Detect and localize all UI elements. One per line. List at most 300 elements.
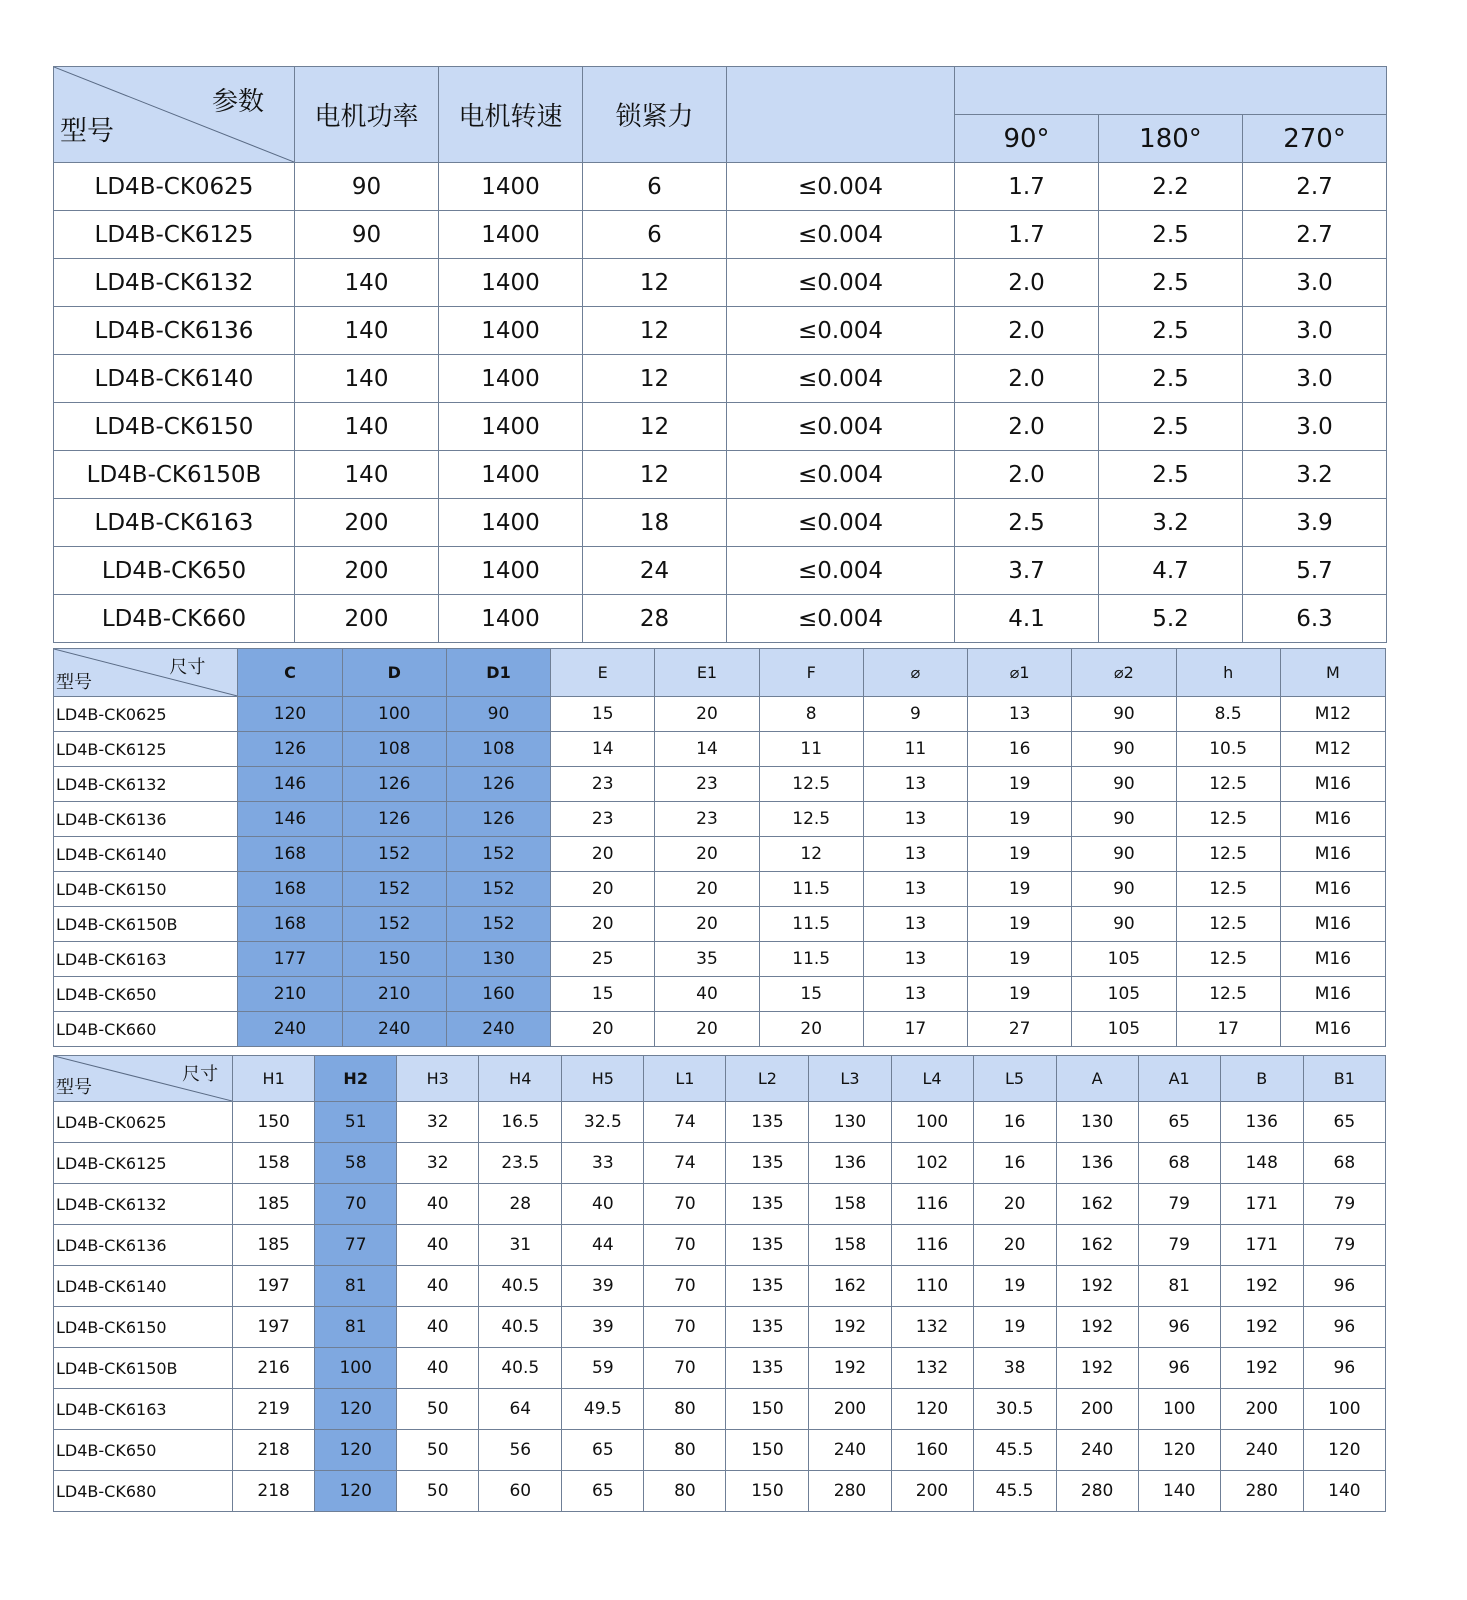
value-cell: 200: [295, 547, 439, 595]
value-cell: 70: [644, 1184, 726, 1225]
value-cell: 12.5: [759, 802, 863, 837]
column-header: A: [1056, 1056, 1138, 1102]
value-cell: 140: [295, 307, 439, 355]
value-cell: 168: [238, 837, 342, 872]
column-header: L3: [809, 1056, 891, 1102]
table2-body: [54, 697, 1386, 1047]
table-row: [54, 697, 1386, 732]
value-cell: 192: [1220, 1266, 1303, 1307]
value-cell: 130: [809, 1102, 891, 1143]
value-cell: M12: [1280, 732, 1385, 767]
value-cell: 40.5: [479, 1266, 562, 1307]
value-cell: 23: [551, 767, 655, 802]
value-cell: 68: [1138, 1143, 1220, 1184]
value-cell: 148: [1220, 1143, 1303, 1184]
value-cell: 12: [583, 259, 727, 307]
model-cell: LD4B-CK6136: [54, 802, 238, 837]
value-cell: M16: [1280, 767, 1385, 802]
value-cell: ≤0.004: [727, 595, 955, 643]
value-cell: ≤0.004: [727, 355, 955, 403]
value-cell: 140: [295, 451, 439, 499]
value-cell: 135: [726, 1225, 809, 1266]
value-cell: 80: [644, 1389, 726, 1430]
corner-header: [54, 1056, 233, 1102]
value-cell: 2.0: [955, 451, 1099, 499]
value-cell: 1400: [439, 451, 583, 499]
table-row: [54, 872, 1386, 907]
value-cell: 100: [1303, 1389, 1385, 1430]
value-cell: M16: [1280, 837, 1385, 872]
model-cell: LD4B-CK6132: [54, 259, 295, 307]
value-cell: 60: [479, 1471, 562, 1512]
value-cell: 14: [551, 732, 655, 767]
value-cell: 120: [238, 697, 342, 732]
value-cell: 158: [809, 1225, 891, 1266]
model-cell: LD4B-CK650: [54, 977, 238, 1012]
value-cell: 40: [397, 1266, 479, 1307]
value-cell: 192: [1220, 1307, 1303, 1348]
value-cell: 51: [315, 1102, 397, 1143]
header-180-deg: 180°: [1099, 115, 1243, 163]
model-cell: LD4B-CK6150: [54, 403, 295, 451]
value-cell: 15: [551, 697, 655, 732]
value-cell: 20: [551, 872, 655, 907]
value-cell: 160: [891, 1430, 973, 1471]
value-cell: 2.5: [1099, 307, 1243, 355]
value-cell: 2.7: [1243, 163, 1387, 211]
value-cell: 13: [863, 837, 967, 872]
value-cell: 12: [583, 403, 727, 451]
table-row: [54, 1225, 1386, 1266]
value-cell: 20: [973, 1184, 1056, 1225]
value-cell: 2.2: [1099, 163, 1243, 211]
table-row: [54, 307, 1387, 355]
model-cell: LD4B-CK6163: [54, 499, 295, 547]
value-cell: 162: [1056, 1225, 1138, 1266]
corner-header: [54, 649, 238, 697]
value-cell: 2.5: [1099, 403, 1243, 451]
value-cell: 108: [342, 732, 446, 767]
value-cell: 105: [1072, 942, 1176, 977]
value-cell: 25: [551, 942, 655, 977]
corner-header: [54, 67, 295, 163]
column-header: ⌀2: [1072, 649, 1176, 697]
value-cell: 79: [1303, 1184, 1385, 1225]
value-cell: 12: [759, 837, 863, 872]
spec-table-dimensions-a: [53, 648, 1386, 1047]
value-cell: 2.5: [1099, 211, 1243, 259]
value-cell: 90: [295, 163, 439, 211]
value-cell: 12.5: [1176, 872, 1280, 907]
value-cell: 28: [583, 595, 727, 643]
table-row: [54, 767, 1386, 802]
value-cell: 135: [726, 1143, 809, 1184]
value-cell: 132: [891, 1307, 973, 1348]
value-cell: 4.7: [1099, 547, 1243, 595]
value-cell: 40: [655, 977, 759, 1012]
value-cell: 40: [397, 1225, 479, 1266]
value-cell: ≤0.004: [727, 451, 955, 499]
value-cell: 9: [863, 697, 967, 732]
value-cell: 15: [759, 977, 863, 1012]
value-cell: 126: [446, 802, 550, 837]
model-cell: LD4B-CK6125: [54, 1143, 233, 1184]
column-header: h: [1176, 649, 1280, 697]
table-row: [54, 259, 1387, 307]
value-cell: 3.2: [1099, 499, 1243, 547]
table-row: [54, 1307, 1386, 1348]
model-cell: LD4B-CK6136: [54, 1225, 233, 1266]
value-cell: 56: [479, 1430, 562, 1471]
value-cell: 3.0: [1243, 355, 1387, 403]
value-cell: 102: [891, 1143, 973, 1184]
value-cell: 200: [295, 595, 439, 643]
value-cell: 126: [342, 767, 446, 802]
value-cell: 3.0: [1243, 307, 1387, 355]
value-cell: 136: [1056, 1143, 1138, 1184]
value-cell: 171: [1220, 1184, 1303, 1225]
value-cell: M16: [1280, 872, 1385, 907]
value-cell: 218: [233, 1471, 315, 1512]
value-cell: 40: [397, 1307, 479, 1348]
value-cell: 200: [295, 499, 439, 547]
value-cell: 150: [342, 942, 446, 977]
value-cell: 105: [1072, 977, 1176, 1012]
value-cell: 135: [726, 1102, 809, 1143]
value-cell: 158: [233, 1143, 315, 1184]
column-header: H1: [233, 1056, 315, 1102]
value-cell: 162: [809, 1266, 891, 1307]
table-row: [54, 1143, 1386, 1184]
value-cell: 90: [1072, 837, 1176, 872]
value-cell: 200: [1220, 1389, 1303, 1430]
value-cell: 12.5: [1176, 802, 1280, 837]
value-cell: 192: [809, 1307, 891, 1348]
value-cell: 11: [863, 732, 967, 767]
model-cell: LD4B-CK660: [54, 595, 295, 643]
value-cell: 168: [238, 907, 342, 942]
value-cell: 79: [1303, 1225, 1385, 1266]
model-cell: LD4B-CK6140: [54, 837, 238, 872]
table-row: [54, 732, 1386, 767]
corner-label-model: 型号: [56, 672, 92, 693]
value-cell: M16: [1280, 802, 1385, 837]
value-cell: 50: [397, 1471, 479, 1512]
value-cell: 13: [863, 802, 967, 837]
value-cell: 14: [655, 732, 759, 767]
value-cell: 5.7: [1243, 547, 1387, 595]
value-cell: 3.0: [1243, 259, 1387, 307]
column-header: D1: [446, 649, 550, 697]
value-cell: 197: [233, 1307, 315, 1348]
value-cell: 12.5: [1176, 942, 1280, 977]
value-cell: 77: [315, 1225, 397, 1266]
model-cell: LD4B-CK6132: [54, 1184, 233, 1225]
value-cell: 32.5: [562, 1102, 644, 1143]
value-cell: 90: [1072, 802, 1176, 837]
value-cell: 5.2: [1099, 595, 1243, 643]
value-cell: 32: [397, 1102, 479, 1143]
value-cell: 59: [562, 1348, 644, 1389]
value-cell: 16.5: [479, 1102, 562, 1143]
value-cell: 3.2: [1243, 451, 1387, 499]
value-cell: 152: [446, 907, 550, 942]
value-cell: 2.0: [955, 355, 1099, 403]
value-cell: 40: [397, 1348, 479, 1389]
table-row: [54, 355, 1387, 403]
value-cell: 2.5: [1099, 451, 1243, 499]
value-cell: 15: [551, 977, 655, 1012]
value-cell: 2.5: [955, 499, 1099, 547]
column-header: L1: [644, 1056, 726, 1102]
column-header: B: [1220, 1056, 1303, 1102]
column-header: H2: [315, 1056, 397, 1102]
value-cell: 70: [644, 1266, 726, 1307]
value-cell: 19: [968, 942, 1072, 977]
value-cell: 12.5: [1176, 977, 1280, 1012]
value-cell: 70: [644, 1348, 726, 1389]
model-cell: LD4B-CK680: [54, 1471, 233, 1512]
value-cell: 185: [233, 1225, 315, 1266]
value-cell: 6: [583, 163, 727, 211]
value-cell: 20: [551, 907, 655, 942]
value-cell: 2.5: [1099, 355, 1243, 403]
value-cell: 150: [726, 1430, 809, 1471]
model-cell: LD4B-CK6150: [54, 872, 238, 907]
column-header: H3: [397, 1056, 479, 1102]
value-cell: 24: [583, 547, 727, 595]
header-motor-power: 电机功率: [295, 67, 439, 163]
value-cell: 19: [968, 872, 1072, 907]
value-cell: ≤0.004: [727, 403, 955, 451]
value-cell: 80: [644, 1471, 726, 1512]
value-cell: 146: [238, 802, 342, 837]
value-cell: 50: [397, 1389, 479, 1430]
value-cell: 158: [809, 1184, 891, 1225]
value-cell: 90: [1072, 872, 1176, 907]
value-cell: 68: [1303, 1143, 1385, 1184]
value-cell: ≤0.004: [727, 163, 955, 211]
value-cell: 160: [446, 977, 550, 1012]
value-cell: 65: [562, 1471, 644, 1512]
corner-label-model: 型号: [56, 1077, 92, 1098]
value-cell: 96: [1303, 1307, 1385, 1348]
value-cell: 2.7: [1243, 211, 1387, 259]
value-cell: 2.0: [955, 307, 1099, 355]
value-cell: 152: [342, 907, 446, 942]
value-cell: 19: [968, 837, 1072, 872]
value-cell: 23.5: [479, 1143, 562, 1184]
value-cell: 17: [1176, 1012, 1280, 1047]
column-header: E1: [655, 649, 759, 697]
value-cell: 100: [891, 1102, 973, 1143]
value-cell: 192: [809, 1348, 891, 1389]
model-cell: LD4B-CK6125: [54, 732, 238, 767]
value-cell: 23: [551, 802, 655, 837]
value-cell: 1400: [439, 547, 583, 595]
value-cell: 79: [1138, 1225, 1220, 1266]
column-header: E: [551, 649, 655, 697]
value-cell: 11: [759, 732, 863, 767]
value-cell: 240: [238, 1012, 342, 1047]
column-header: M: [1280, 649, 1385, 697]
value-cell: 136: [809, 1143, 891, 1184]
value-cell: ≤0.004: [727, 547, 955, 595]
value-cell: 218: [233, 1430, 315, 1471]
value-cell: 3.0: [1243, 403, 1387, 451]
value-cell: 81: [315, 1266, 397, 1307]
value-cell: 20: [759, 1012, 863, 1047]
value-cell: 90: [295, 211, 439, 259]
value-cell: 197: [233, 1266, 315, 1307]
column-header: ⌀: [863, 649, 967, 697]
table-row: [54, 1389, 1386, 1430]
value-cell: 35: [655, 942, 759, 977]
value-cell: 1400: [439, 163, 583, 211]
column-header: C: [238, 649, 342, 697]
value-cell: 20: [551, 1012, 655, 1047]
value-cell: 210: [238, 977, 342, 1012]
value-cell: 20: [655, 837, 759, 872]
value-cell: 19: [968, 802, 1072, 837]
column-header: B1: [1303, 1056, 1385, 1102]
value-cell: 1400: [439, 499, 583, 547]
value-cell: 20: [655, 907, 759, 942]
column-header: L4: [891, 1056, 973, 1102]
value-cell: 240: [342, 1012, 446, 1047]
value-cell: 1400: [439, 259, 583, 307]
value-cell: 16: [968, 732, 1072, 767]
value-cell: 200: [1056, 1389, 1138, 1430]
table-row: [54, 451, 1387, 499]
value-cell: 50: [397, 1430, 479, 1471]
value-cell: 171: [1220, 1225, 1303, 1266]
value-cell: 152: [446, 872, 550, 907]
value-cell: 162: [1056, 1184, 1138, 1225]
value-cell: 126: [342, 802, 446, 837]
value-cell: 140: [1303, 1471, 1385, 1512]
value-cell: 185: [233, 1184, 315, 1225]
value-cell: 70: [644, 1225, 726, 1266]
table3-body: [54, 1102, 1386, 1512]
value-cell: 31: [479, 1225, 562, 1266]
header-precision: [727, 67, 955, 163]
model-cell: LD4B-CK0625: [54, 697, 238, 732]
value-cell: 80: [644, 1430, 726, 1471]
value-cell: 58: [315, 1143, 397, 1184]
value-cell: 240: [1220, 1430, 1303, 1471]
value-cell: 1.7: [955, 211, 1099, 259]
value-cell: 110: [891, 1266, 973, 1307]
value-cell: 140: [295, 355, 439, 403]
value-cell: 28: [479, 1184, 562, 1225]
value-cell: 40: [397, 1184, 479, 1225]
value-cell: 74: [644, 1102, 726, 1143]
value-cell: 20: [655, 1012, 759, 1047]
value-cell: 120: [891, 1389, 973, 1430]
value-cell: 177: [238, 942, 342, 977]
value-cell: 20: [655, 697, 759, 732]
model-cell: LD4B-CK6163: [54, 942, 238, 977]
value-cell: 65: [1138, 1102, 1220, 1143]
value-cell: 8: [759, 697, 863, 732]
value-cell: 150: [726, 1389, 809, 1430]
corner-label-size: 尺寸: [182, 1064, 219, 1085]
value-cell: 2.0: [955, 403, 1099, 451]
value-cell: 192: [1056, 1348, 1138, 1389]
value-cell: 132: [891, 1348, 973, 1389]
model-cell: LD4B-CK6150B: [54, 451, 295, 499]
value-cell: 240: [809, 1430, 891, 1471]
value-cell: 2.5: [1099, 259, 1243, 307]
model-cell: LD4B-CK650: [54, 1430, 233, 1471]
spec-table-performance: [53, 66, 1387, 643]
table-row: [54, 1471, 1386, 1512]
value-cell: 90: [446, 697, 550, 732]
value-cell: 96: [1303, 1348, 1385, 1389]
value-cell: 152: [342, 837, 446, 872]
value-cell: 65: [562, 1430, 644, 1471]
value-cell: ≤0.004: [727, 499, 955, 547]
value-cell: 23: [655, 767, 759, 802]
value-cell: 135: [726, 1184, 809, 1225]
value-cell: 13: [863, 907, 967, 942]
value-cell: 192: [1056, 1307, 1138, 1348]
value-cell: 12.5: [1176, 837, 1280, 872]
value-cell: 19: [968, 907, 1072, 942]
value-cell: 12.5: [1176, 907, 1280, 942]
table-row: [54, 1266, 1386, 1307]
value-cell: 216: [233, 1348, 315, 1389]
model-cell: LD4B-CK0625: [54, 1102, 233, 1143]
corner-label-size: 尺寸: [169, 657, 206, 678]
corner-label-params: 参数: [211, 87, 264, 117]
value-cell: 44: [562, 1225, 644, 1266]
table-row: [54, 977, 1386, 1012]
header-motor-speed: 电机转速: [439, 67, 583, 163]
model-cell: LD4B-CK6125: [54, 211, 295, 259]
value-cell: 136: [1220, 1102, 1303, 1143]
value-cell: 150: [726, 1471, 809, 1512]
value-cell: 120: [1138, 1430, 1220, 1471]
header-clamping-force: 锁紧力: [583, 67, 727, 163]
value-cell: 17: [863, 1012, 967, 1047]
value-cell: ≤0.004: [727, 259, 955, 307]
table-row: [54, 211, 1387, 259]
spec-table-dimensions-b: [53, 1055, 1386, 1512]
model-cell: LD4B-CK6140: [54, 1266, 233, 1307]
value-cell: 40.5: [479, 1307, 562, 1348]
value-cell: 130: [446, 942, 550, 977]
value-cell: 96: [1138, 1348, 1220, 1389]
value-cell: 70: [315, 1184, 397, 1225]
value-cell: 1400: [439, 307, 583, 355]
table-row: [54, 1430, 1386, 1471]
column-header: ⌀1: [968, 649, 1072, 697]
column-header: L2: [726, 1056, 809, 1102]
value-cell: 146: [238, 767, 342, 802]
value-cell: 3.7: [955, 547, 1099, 595]
value-cell: 192: [1056, 1266, 1138, 1307]
model-cell: LD4B-CK6163: [54, 1389, 233, 1430]
value-cell: 81: [1138, 1266, 1220, 1307]
value-cell: 192: [1220, 1348, 1303, 1389]
value-cell: 1400: [439, 211, 583, 259]
value-cell: 90: [1072, 732, 1176, 767]
value-cell: 4.1: [955, 595, 1099, 643]
value-cell: 33: [562, 1143, 644, 1184]
value-cell: 3.9: [1243, 499, 1387, 547]
